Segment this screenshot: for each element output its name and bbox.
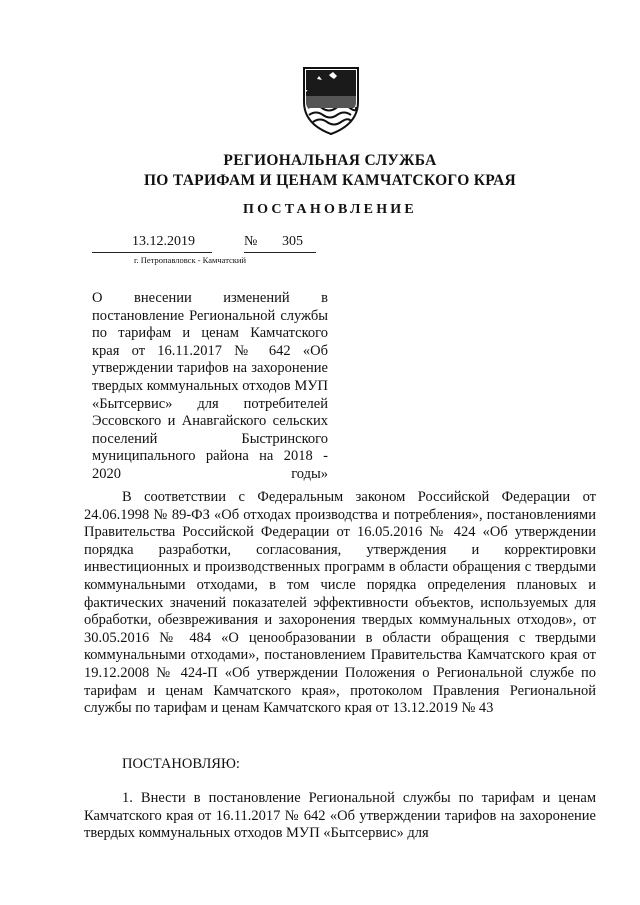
item-1-paragraph: 1. Внести в постановление Региональной службы по тарифам и ценам Камчатского края от 16.11.2017 № 642 «Об утверждении тарифов на захоронение твердых коммунальных отходов МУП «Бытсервис» для [84,790,596,842]
document-type-title: ПОСТАНОВЛЕНИЕ [243,202,417,217]
decree-word: ПОСТАНОВЛЯЮ: [122,756,240,772]
number-underline [244,252,316,253]
coat-of-arms-emblem [301,62,361,136]
preamble-paragraph: В соответствии с Федеральным законом Российской Федерации от 24.06.1998 № 89-ФЗ «Об отходах производства и потребления», постановлениями Правительства Российской Федерации от 16.05.2016 № 424 «Об утверждении порядка разработки, согласования, утверждения и корректировки инвестиционных и производственных программ в области обращения с твердыми коммунальными отходами, в том числе порядка определения плановых и фактических значений показателей эффективности объектов, используемых для обработки, обезвреживания и захоронения твердых коммунальных отходов», от 30.05.2016 № 484 «О ценообразовании в области обращения с твердыми коммунальными отходами», постановлением Правительства Камчатского края от 19.12.2008 № 424-П «Об утверждении Положения о Региональной службе по тарифам и ценам Камчатского края», протоколом Правления Региональной службы по тарифам и ценам Камчатского края от 13.12.2019 № 43 [84,489,596,717]
city-caption: г. Петропавловск - Камчатский [134,255,247,265]
document-number: 305 [282,234,303,249]
number-sign: № [244,234,258,249]
org-name-line2: ПО ТАРИФАМ И ЦЕНАМ КАМЧАТСКОГО КРАЯ [143,172,517,189]
document-subject: О внесении изменений в постановление Региональной службы по тарифам и ценам Камчатского края от 16.11.2017 № 642 «Об утверждении тарифов на захоронение твердых коммунальных отходов МУП «Бытсервис» для потребителей Эссовского и Анавгайского сельских поселений Быстринского муниципального района на 2018 - 2020 годы» [92,290,328,482]
org-name-line1: РЕГИОНАЛЬНАЯ СЛУЖБА [223,152,437,169]
date-underline [92,252,212,253]
document-date: 13.12.2019 [132,234,195,249]
